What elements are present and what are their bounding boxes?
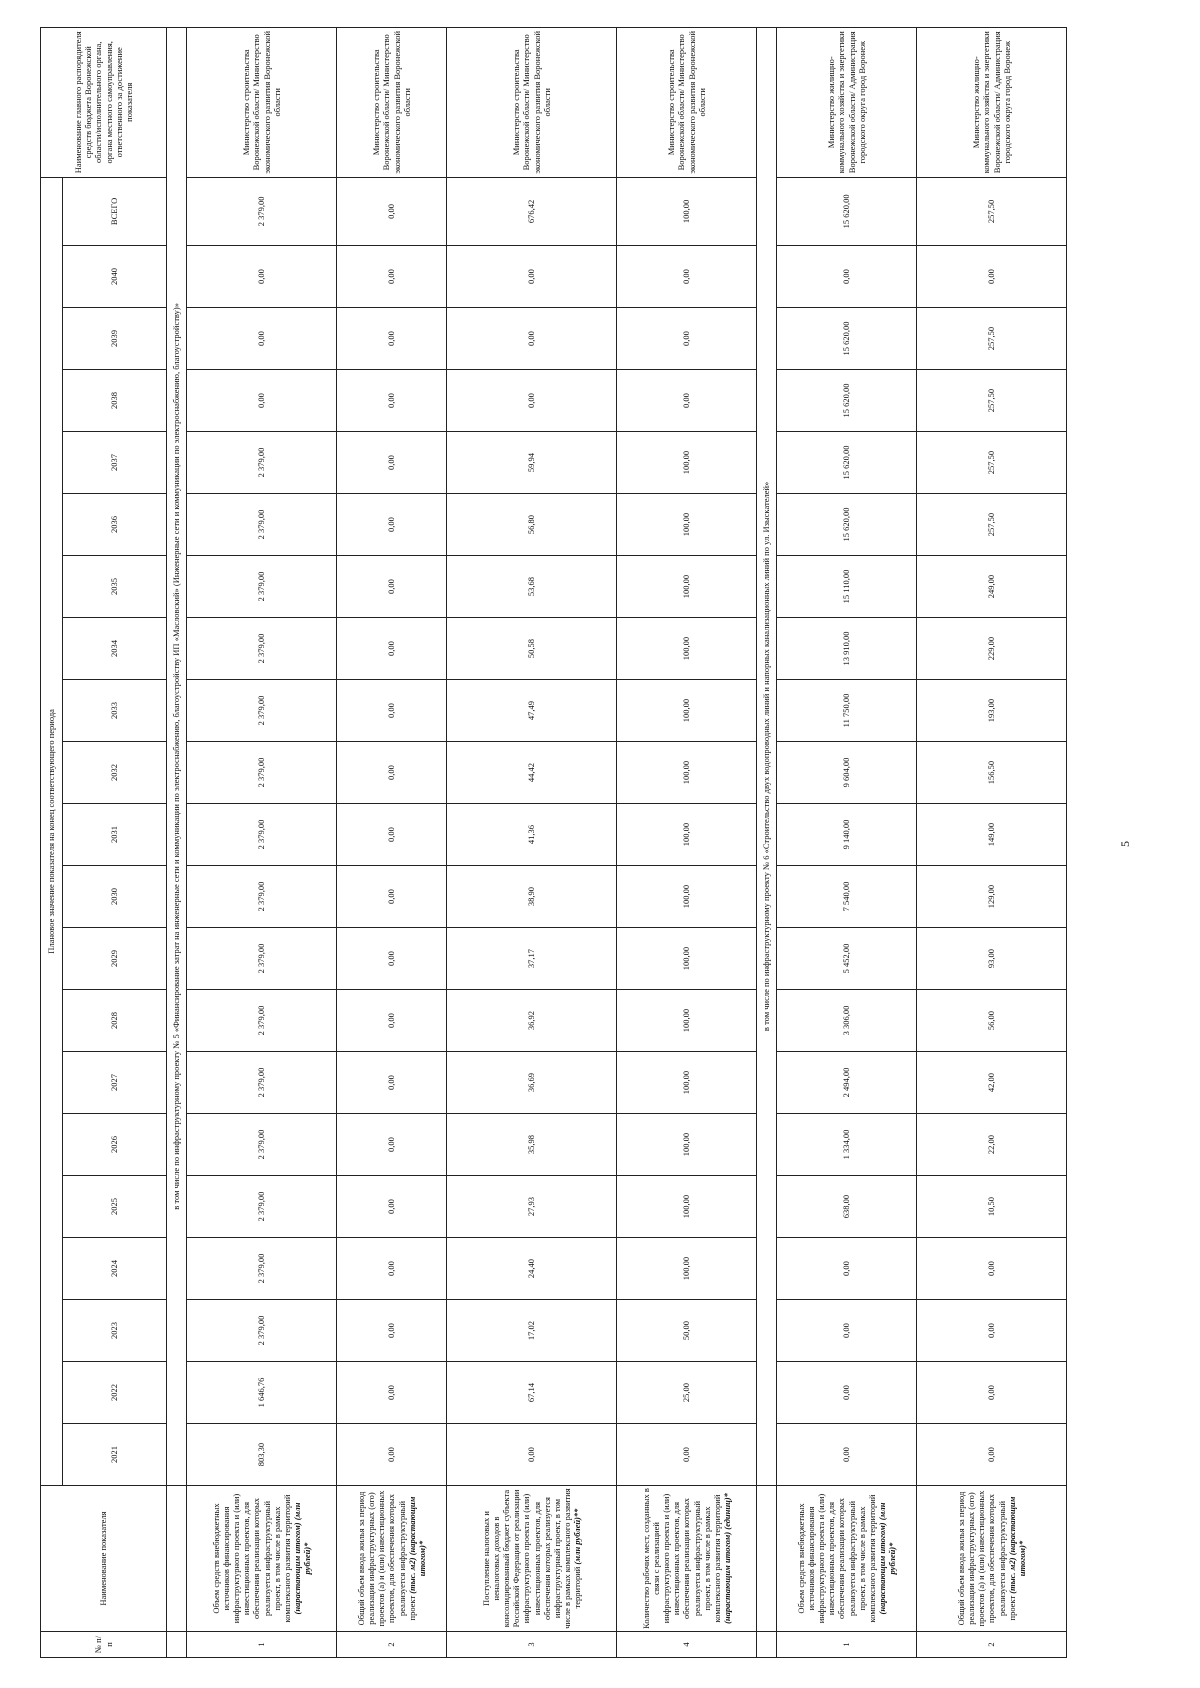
year-header-2035: 2035 [63,556,167,618]
value-cell-2026: 35,98 [447,1114,617,1176]
year-header-2033: 2033 [63,680,167,742]
value-cell-2021: 0,00 [917,1424,1067,1486]
value-cell-2037: 15 620,00 [777,432,917,494]
value-cell-2040: 0,00 [447,246,617,308]
page-number: 5 [1118,841,1132,847]
indicator-unit: (нарастающим итогом) (единиц)* [721,1493,732,1624]
value-cell-2025: 100,00 [617,1176,757,1238]
responsible-cell: Министерство жилищно-коммунального хозяйства и энергетики Воронежской области/ Администрация городского округа город Воронеж [777,27,917,177]
section-row [757,27,777,1657]
year-header-2040: 2040 [63,246,167,308]
year-header-2038: 2038 [63,370,167,432]
value-cell-2036: 2 379,00 [187,494,337,556]
year-header-2027: 2027 [63,1052,167,1114]
value-cell-2032: 9 604,00 [777,742,917,804]
year-header-2036: 2036 [63,494,167,556]
value-cell-2034: 13 910,00 [777,618,917,680]
indicator-name: Количество рабочих мест, созданных в связи с реализацией инфраструктурного проекта и (или) инвестиционных проектов, для обеспечения реализации которых реализуется инфраструктурный проект, в том числе в рамках комплексного развития территорий [641,1488,722,1629]
value-cell-2027: 2 494,00 [777,1052,917,1114]
value-cell-2023: 17,02 [447,1300,617,1362]
value-cell-2028: 3 306,00 [777,990,917,1052]
value-cell-2021: 0,00 [337,1424,447,1486]
value-cell-2023: 0,00 [777,1300,917,1362]
year-header-2021: 2021 [63,1424,167,1486]
row-num: 2 [917,1632,1067,1658]
value-cell-2037: 59,94 [447,432,617,494]
value-cell-2033: 193,00 [917,680,1067,742]
value-cell-2024: 0,00 [337,1238,447,1300]
indicator-name: Объем средств внебюджетных источников финансирования инфраструктурного проекта и (или) инвестиционных проектов, для обеспечения реализации которых реализуется инфраструктурный проект, в том числе в рамках комплексного развития территорий [211,1493,292,1624]
value-cell-2040: 0,00 [777,246,917,308]
value-cell-2031: 149,00 [917,804,1067,866]
value-cell-2035: 15 110,00 [777,556,917,618]
section-blank-cell [167,1486,187,1632]
indicator-unit: (млн рублей)** [571,1508,582,1565]
year-header-2039: 2039 [63,308,167,370]
value-cell-2030: 7 540,00 [777,866,917,928]
value-cell-2033: 47,49 [447,680,617,742]
value-cell-2033: 0,00 [337,680,447,742]
value-cell-2033: 11 750,00 [777,680,917,742]
value-cell-2025: 2 379,00 [187,1176,337,1238]
year-header-2030: 2030 [63,866,167,928]
value-cell-2036: 15 620,00 [777,494,917,556]
value-cell-2030: 100,00 [617,866,757,928]
table-body [167,27,1067,1657]
value-cell-2036: 100,00 [617,494,757,556]
year-header-2026: 2026 [63,1114,167,1176]
section-row [167,27,187,1657]
value-cell-2035: 100,00 [617,556,757,618]
value-cell-2028: 0,00 [337,990,447,1052]
row-num: 3 [447,1632,617,1658]
table-row [187,27,337,1657]
value-cell-2026: 2 379,00 [187,1114,337,1176]
value-cell-2031: 100,00 [617,804,757,866]
indicator-unit: (нарастающим итогом) (млн рублей)* [876,1502,897,1615]
value-cell-2021: 0,00 [447,1424,617,1486]
value-cell-2033: 2 379,00 [187,680,337,742]
value-cell-2034: 0,00 [337,618,447,680]
indicator-name-cell [337,1486,447,1632]
value-cell-2038: 0,00 [337,370,447,432]
total-cell: 0,00 [337,177,447,245]
value-cell-2029: 0,00 [337,928,447,990]
value-cell-2032: 44,42 [447,742,617,804]
value-cell-2039: 0,00 [337,308,447,370]
value-cell-2037: 0,00 [337,432,447,494]
value-cell-2040: 0,00 [617,246,757,308]
year-header-2029: 2029 [63,928,167,990]
value-cell-2024: 0,00 [777,1238,917,1300]
indicator-name-cell [617,1486,757,1632]
indicator-unit: (тыс. м2) (нарастающим итогом)* [1006,1496,1027,1594]
value-cell-2035: 0,00 [337,556,447,618]
value-cell-2029: 5 452,00 [777,928,917,990]
value-cell-2022: 1 646,76 [187,1362,337,1424]
value-cell-2030: 0,00 [337,866,447,928]
value-cell-2023: 2 379,00 [187,1300,337,1362]
value-cell-2038: 0,00 [187,370,337,432]
value-cell-2029: 93,00 [917,928,1067,990]
value-cell-2027: 100,00 [617,1052,757,1114]
value-cell-2027: 2 379,00 [187,1052,337,1114]
value-cell-2031: 41,36 [447,804,617,866]
value-cell-2038: 257,50 [917,370,1067,432]
value-cell-2033: 100,00 [617,680,757,742]
year-header-2022: 2022 [63,1362,167,1424]
value-cell-2030: 38,90 [447,866,617,928]
table-row [447,27,617,1657]
col-header-indicator: Наименование показателя [41,1486,167,1632]
value-cell-2024: 100,00 [617,1238,757,1300]
total-cell: 15 620,00 [777,177,917,245]
value-cell-2032: 0,00 [337,742,447,804]
row-num: 1 [777,1632,917,1658]
year-header-row [63,27,167,1657]
value-cell-2027: 0,00 [337,1052,447,1114]
value-cell-2039: 0,00 [617,308,757,370]
responsible-cell: Министерство жилищно-коммунального хозяйства и энергетики Воронежской области/ Администрация городского округа город Воронеж [917,27,1067,177]
table-row [337,27,447,1657]
value-cell-2031: 0,00 [337,804,447,866]
year-header-2024: 2024 [63,1238,167,1300]
year-header-2034: 2034 [63,618,167,680]
value-cell-2035: 249,00 [917,556,1067,618]
value-cell-2026: 0,00 [337,1114,447,1176]
value-cell-2040: 0,00 [337,246,447,308]
value-cell-2040: 0,00 [187,246,337,308]
section-title: в том числе по инфраструктурному проекту № 5 «Финансирование затрат на инженерные сети и коммуникации по электроснабжению, благоустройству ИП «Масловский» (Инженерные сети и коммуникации по электроснабжению, благоустройству)» [167,27,187,1485]
indicator-name: Поступление налоговых и неналоговых доходов в консолидированный бюджет субъекта Российской Федерации от реализации инфраструктурного проекта и (или) инвестиционных проектов, для обеспечения которых реализуется инфраструктурный проект, в том числе в рамках комплексного развития территорий [481,1488,582,1629]
value-cell-2038: 15 620,00 [777,370,917,432]
table-row [617,27,757,1657]
indicator-name: Общий объем ввода жилья за период реализации инфраструктурных (ого) проектов (а) и (или) инвестиционных проектов, для обеспечения которых реализуется инфраструктурный проект [956,1490,1017,1627]
value-cell-2022: 25,00 [617,1362,757,1424]
value-cell-2023: 50,00 [617,1300,757,1362]
value-cell-2035: 53,68 [447,556,617,618]
row-num: 1 [187,1632,337,1658]
section-title: в том числе по инфраструктурному проекту № 6 «Строительство двух водопроводных линий и напорных канализационных линий по ул. Изыскателей» [757,27,777,1485]
section-num-cell [757,1632,777,1658]
value-cell-2034: 100,00 [617,618,757,680]
value-cell-2028: 36,92 [447,990,617,1052]
value-cell-2029: 2 379,00 [187,928,337,990]
value-cell-2032: 2 379,00 [187,742,337,804]
value-cell-2037: 257,50 [917,432,1067,494]
col-header-planned: Плановое значение показателя на конец соответствующего периода [41,177,63,1485]
year-header-2025: 2025 [63,1176,167,1238]
value-cell-2025: 27,93 [447,1176,617,1238]
value-cell-2030: 129,00 [917,866,1067,928]
indicator-name: Объем средств внебюджетных источников финансирования инфраструктурного проекта и (или) инвестиционных проектов, для обеспечения реализации которых реализуется инфраструктурный проект, в том числе в рамках комплексного развития территорий [796,1493,877,1624]
responsible-cell: Министерство строительства Воронежской области/ Министерство экономического развития Воронежской области [447,27,617,177]
responsible-cell: Министерство строительства Воронежской области/ Министерство экономического развития Воронежской области [337,27,447,177]
table-row [777,27,917,1657]
indicator-name-cell [777,1486,917,1632]
value-cell-2032: 156,50 [917,742,1067,804]
value-cell-2040: 0,00 [917,246,1067,308]
value-cell-2032: 100,00 [617,742,757,804]
year-header-2023: 2023 [63,1300,167,1362]
value-cell-2024: 0,00 [917,1238,1067,1300]
value-cell-2034: 50,58 [447,618,617,680]
value-cell-2039: 0,00 [187,308,337,370]
total-cell: 676,42 [447,177,617,245]
value-cell-2039: 0,00 [447,308,617,370]
value-cell-2037: 100,00 [617,432,757,494]
value-cell-2036: 56,80 [447,494,617,556]
value-cell-2028: 100,00 [617,990,757,1052]
row-num: 4 [617,1632,757,1658]
value-cell-2034: 2 379,00 [187,618,337,680]
indicator-unit: (нарастающим итогом) (млн рублей)* [291,1502,312,1615]
value-cell-2023: 0,00 [337,1300,447,1362]
value-cell-2036: 257,50 [917,494,1067,556]
total-header: ВСЕГО [63,177,167,245]
indicator-name: Общий объем ввода жилья за период реализации инфраструктурных (ого) проектов (а) и (или) инвестиционных проектов, для обеспечения которых реализуется инфраструктурный проект [356,1490,417,1627]
value-cell-2028: 56,00 [917,990,1067,1052]
year-header-2031: 2031 [63,804,167,866]
responsible-cell: Министерство строительства Воронежской области/ Министерство экономического развития Воронежской области [617,27,757,177]
value-cell-2030: 2 379,00 [187,866,337,928]
col-header-num: № п/п [41,1632,167,1658]
value-cell-2025: 10,50 [917,1176,1067,1238]
year-header-2037: 2037 [63,432,167,494]
value-cell-2022: 0,00 [777,1362,917,1424]
indicators-table [40,27,1067,1658]
value-cell-2039: 257,50 [917,308,1067,370]
value-cell-2025: 638,00 [777,1176,917,1238]
value-cell-2039: 15 620,00 [777,308,917,370]
total-cell: 257,50 [917,177,1067,245]
value-cell-2029: 37,17 [447,928,617,990]
value-cell-2038: 0,00 [447,370,617,432]
value-cell-2025: 0,00 [337,1176,447,1238]
value-cell-2026: 1 334,00 [777,1114,917,1176]
value-cell-2026: 22,00 [917,1114,1067,1176]
value-cell-2027: 36,69 [447,1052,617,1114]
indicator-name-cell [917,1486,1067,1632]
value-cell-2038: 0,00 [617,370,757,432]
value-cell-2034: 229,00 [917,618,1067,680]
value-cell-2021: 0,00 [777,1424,917,1486]
section-num-cell [167,1632,187,1658]
value-cell-2022: 0,00 [917,1362,1067,1424]
value-cell-2022: 67,14 [447,1362,617,1424]
value-cell-2024: 2 379,00 [187,1238,337,1300]
value-cell-2022: 0,00 [337,1362,447,1424]
value-cell-2027: 42,00 [917,1052,1067,1114]
indicator-unit: (тыс. м2) (нарастающим итогом)* [406,1496,427,1594]
col-header-responsible: Наименование главного распорядителя средств бюджета Воронежской области/исполнительного органа, органа местного самоуправления, ответственного за достижение показателя [41,27,167,177]
value-cell-2031: 9 140,00 [777,804,917,866]
value-cell-2037: 2 379,00 [187,432,337,494]
indicator-name-cell [187,1486,337,1632]
value-cell-2036: 0,00 [337,494,447,556]
value-cell-2035: 2 379,00 [187,556,337,618]
value-cell-2031: 2 379,00 [187,804,337,866]
indicator-name-cell [447,1486,617,1632]
value-cell-2024: 24,40 [447,1238,617,1300]
year-header-2032: 2032 [63,742,167,804]
value-cell-2029: 100,00 [617,928,757,990]
value-cell-2021: 803,30 [187,1424,337,1486]
value-cell-2021: 0,00 [617,1424,757,1486]
total-cell: 100,00 [617,177,757,245]
value-cell-2028: 2 379,00 [187,990,337,1052]
section-blank-cell [757,1486,777,1632]
row-num: 2 [337,1632,447,1658]
total-cell: 2 379,00 [187,177,337,245]
value-cell-2023: 0,00 [917,1300,1067,1362]
table-row [917,27,1067,1657]
year-header-2028: 2028 [63,990,167,1052]
value-cell-2026: 100,00 [617,1114,757,1176]
responsible-cell: Министерство строительства Воронежской области/ Министерство экономического развития Воронежской области [187,27,337,177]
